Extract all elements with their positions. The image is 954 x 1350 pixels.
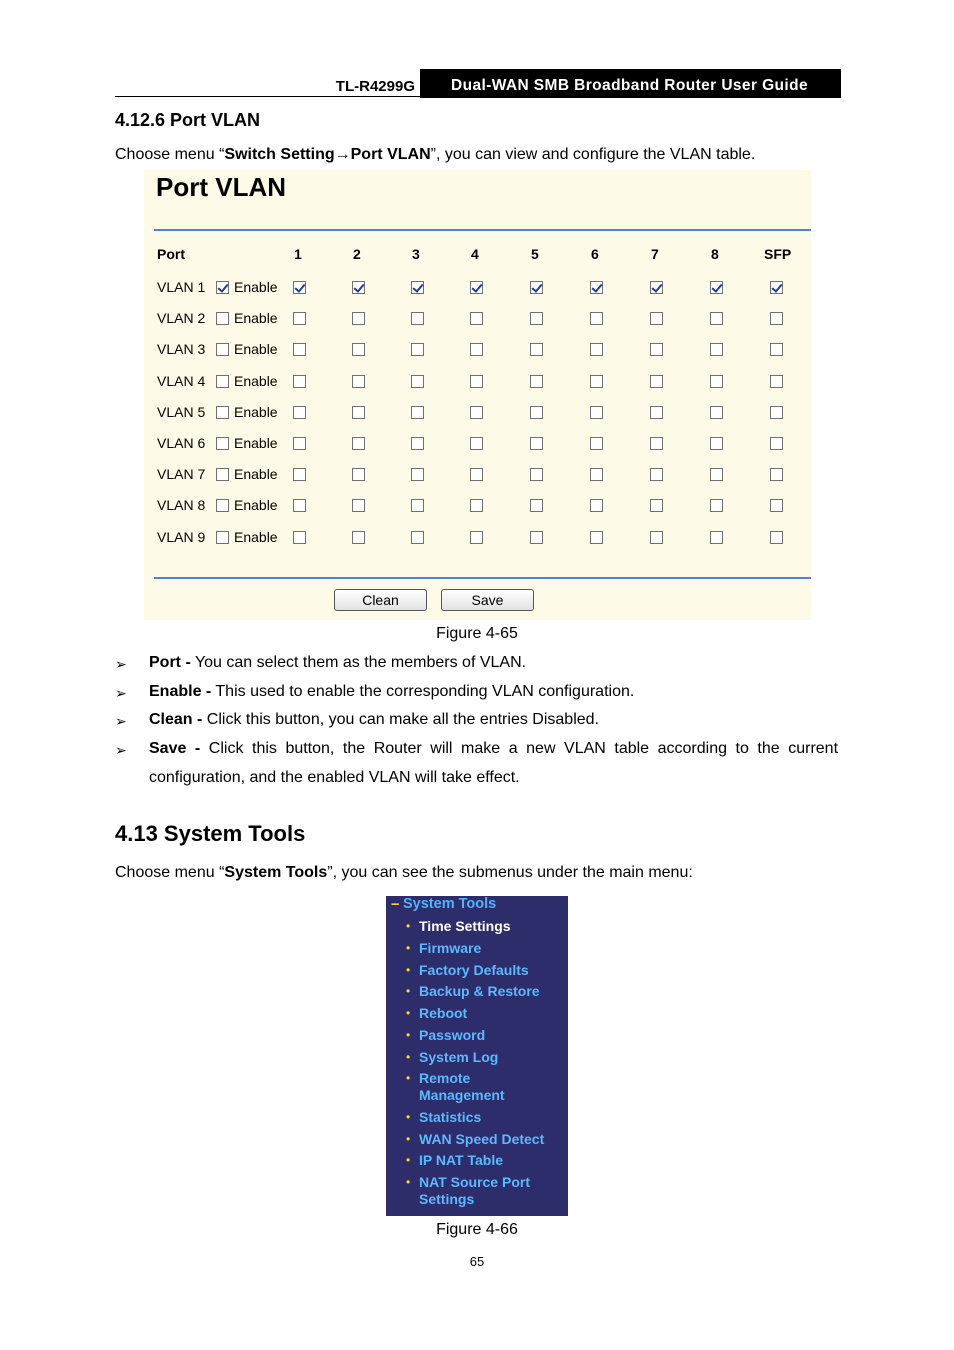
port-member-checkbox[interactable] [470, 312, 483, 325]
page-number: 65 [469, 1254, 485, 1269]
panel-title: Port VLAN [156, 172, 286, 202]
port-column-header: 1 [294, 246, 302, 262]
port-member-checkbox[interactable] [650, 499, 663, 512]
arrow-bullet-icon: ➢ [115, 742, 127, 758]
port-member-checkbox[interactable] [710, 343, 723, 356]
bullet-text-continued: configuration, and the enabled VLAN will take effect. [149, 769, 520, 786]
port-member-checkbox[interactable] [293, 531, 306, 544]
enable-label: Enable [234, 310, 278, 327]
section-heading-system-tools: 4.13 System Tools [115, 821, 306, 846]
menu-item-label: Password [419, 1027, 486, 1043]
port-member-checkbox[interactable] [411, 468, 424, 481]
port-column-header: 2 [353, 246, 361, 262]
menu-item[interactable] [419, 1005, 564, 1022]
port-member-checkbox[interactable] [530, 406, 543, 419]
port-member-checkbox[interactable] [650, 312, 663, 325]
port-member-checkbox[interactable] [590, 468, 603, 481]
port-member-checkbox[interactable] [530, 281, 543, 294]
vlan-enable-checkbox[interactable] [216, 468, 229, 481]
port-member-checkbox[interactable] [710, 531, 723, 544]
header-rule [115, 96, 841, 97]
bullet-text: Click this button, the Router will make a new VLAN table according to the current [200, 740, 839, 757]
vlan-enable-checkbox[interactable] [216, 499, 229, 512]
menu-bullet-icon: • [406, 1006, 411, 1020]
port-member-checkbox[interactable] [530, 375, 543, 388]
port-column-header: 7 [651, 246, 659, 262]
port-member-checkbox[interactable] [352, 406, 365, 419]
bullet-item [149, 654, 526, 672]
collapse-icon[interactable]: − [391, 897, 400, 913]
menu-item-label: System Log [419, 1049, 499, 1065]
vlan-enable-checkbox[interactable] [216, 437, 229, 450]
bullet-item [149, 740, 838, 758]
menu-item[interactable] [419, 962, 564, 979]
port-member-checkbox[interactable] [411, 531, 424, 544]
port-member-checkbox[interactable] [770, 281, 783, 294]
port-member-checkbox[interactable] [530, 468, 543, 481]
menu-item-label-line2: Settings [419, 1191, 475, 1207]
port-member-checkbox[interactable] [470, 343, 483, 356]
port-member-checkbox[interactable] [650, 343, 663, 356]
vlan-row-label: VLAN 4 [157, 372, 206, 389]
vlan-row-label: VLAN 2 [157, 310, 206, 327]
vlan-row-label: VLAN 5 [157, 403, 206, 420]
port-member-checkbox[interactable] [530, 312, 543, 325]
enable-label: Enable [234, 279, 278, 295]
port-member-checkbox[interactable] [470, 468, 483, 481]
bullet-item [149, 683, 634, 701]
bullet-term: Enable - [149, 683, 212, 700]
port-member-checkbox[interactable] [411, 281, 424, 294]
port-member-checkbox[interactable] [411, 312, 424, 325]
port-member-checkbox[interactable] [770, 531, 783, 544]
save-button[interactable]: Save [441, 589, 534, 611]
port-member-checkbox[interactable] [590, 281, 603, 294]
menu-item-label: Remote [419, 1070, 471, 1086]
menu-item-label: Backup & Restore [419, 983, 540, 999]
port-member-checkbox[interactable] [650, 375, 663, 388]
header-model: TL-R4299G [335, 78, 415, 95]
port-member-checkbox[interactable] [530, 437, 543, 450]
arrow-bullet-icon: ➢ [115, 656, 127, 672]
port-member-checkbox[interactable] [530, 343, 543, 356]
vlan-enable-checkbox[interactable] [216, 531, 229, 544]
figure-caption: Figure 4-65 [436, 625, 518, 642]
menu-item[interactable] [419, 918, 564, 935]
menu-item-label: IP NAT Table [419, 1152, 504, 1168]
port-member-checkbox[interactable] [411, 343, 424, 356]
bullet-term: Clean - [149, 711, 203, 728]
port-member-checkbox[interactable] [650, 468, 663, 481]
port-member-checkbox[interactable] [293, 312, 306, 325]
port-column-header: 6 [591, 246, 599, 262]
bullet-text: Click this button, you can make all the entries Disabled. [202, 711, 599, 728]
port-member-checkbox[interactable] [352, 343, 365, 356]
bullet-term: Port - [149, 654, 191, 671]
port-vlan-panel [144, 170, 811, 620]
port-member-checkbox[interactable] [293, 281, 306, 294]
enable-label: Enable [234, 403, 278, 420]
port-member-checkbox[interactable] [411, 406, 424, 419]
panel-bottom-rule [154, 577, 811, 579]
port-member-checkbox[interactable] [590, 499, 603, 512]
menu-item[interactable] [419, 940, 564, 957]
vlan-enable-checkbox[interactable] [216, 343, 229, 356]
port-member-checkbox[interactable] [530, 499, 543, 512]
vlan-row-label: VLAN 6 [157, 435, 206, 451]
arrow-bullet-icon: ➢ [115, 685, 127, 701]
enable-label: Enable [234, 435, 278, 451]
menu-bullet-icon: • [406, 984, 411, 998]
port-member-checkbox[interactable] [293, 437, 306, 450]
port-member-checkbox[interactable] [352, 531, 365, 544]
intro-menu-path: Switch Setting→Port VLAN [224, 146, 431, 163]
menu-item-label: NAT Source Port [419, 1174, 530, 1190]
port-member-checkbox[interactable] [352, 499, 365, 512]
menu-head-system-tools[interactable]: System Tools [403, 896, 497, 912]
port-member-checkbox[interactable] [470, 531, 483, 544]
intro-text: Choose menu “ [115, 146, 225, 163]
clean-button[interactable]: Clean [334, 589, 427, 611]
menu-item[interactable] [419, 1027, 564, 1044]
menu-item[interactable] [419, 1152, 564, 1169]
panel-top-rule [154, 229, 811, 231]
intro-text: Choose menu “ [115, 864, 225, 881]
port-member-checkbox[interactable] [770, 499, 783, 512]
menu-item-label: Statistics [419, 1109, 482, 1125]
bullet-text: You can select them as the members of VLAN. [190, 654, 527, 671]
menu-item-label: WAN Speed Detect [419, 1131, 545, 1147]
port-member-checkbox[interactable] [710, 468, 723, 481]
menu-item[interactable] [419, 983, 564, 1000]
bullet-term: Save - [149, 740, 201, 757]
port-column-header: Port [157, 246, 185, 262]
enable-label: Enable [234, 466, 278, 483]
vlan-row-label: VLAN 3 [157, 341, 206, 358]
vlan-enable-checkbox[interactable] [216, 375, 229, 388]
port-member-checkbox[interactable] [650, 281, 663, 294]
port-column-header: 4 [471, 246, 479, 262]
section-heading-port-vlan: 4.12.6 Port VLAN [115, 110, 261, 130]
vlan-row-label: VLAN 7 [157, 466, 206, 483]
port-column-header: 3 [412, 246, 420, 262]
vlan-row-label: VLAN 9 [157, 528, 206, 545]
port-member-checkbox[interactable] [650, 531, 663, 544]
vlan-enable-checkbox[interactable] [216, 312, 229, 325]
vlan-enable-checkbox[interactable] [216, 281, 229, 294]
port-member-checkbox[interactable] [470, 406, 483, 419]
menu-bullet-icon: • [406, 963, 411, 977]
port-member-checkbox[interactable] [710, 499, 723, 512]
port-member-checkbox[interactable] [770, 468, 783, 481]
menu-bullet-icon: • [406, 1175, 411, 1189]
intro-menu-name: System Tools [224, 864, 328, 881]
system-tools-intro [115, 864, 693, 882]
port-member-checkbox[interactable] [710, 437, 723, 450]
port-member-checkbox[interactable] [530, 531, 543, 544]
enable-label: Enable [234, 497, 278, 514]
port-member-checkbox[interactable] [293, 468, 306, 481]
menu-item[interactable] [419, 1174, 564, 1208]
port-member-checkbox[interactable] [352, 281, 365, 294]
menu-bullet-icon: • [406, 1110, 411, 1124]
port-member-checkbox[interactable] [710, 375, 723, 388]
menu-bullet-icon: • [406, 1153, 411, 1167]
port-member-checkbox[interactable] [710, 281, 723, 294]
menu-item[interactable] [419, 1131, 564, 1148]
menu-bullet-icon: • [406, 1132, 411, 1146]
port-column-header: 5 [531, 246, 539, 262]
port-member-checkbox[interactable] [590, 437, 603, 450]
port-member-checkbox[interactable] [411, 499, 424, 512]
port-member-checkbox[interactable] [710, 312, 723, 325]
port-member-checkbox[interactable] [352, 375, 365, 388]
port-member-checkbox[interactable] [470, 281, 483, 294]
menu-bullet-icon: • [406, 1071, 411, 1085]
port-member-checkbox[interactable] [590, 312, 603, 325]
menu-item[interactable] [419, 1070, 564, 1104]
enable-label: Enable [234, 372, 278, 389]
menu-bullet-icon: • [406, 919, 411, 933]
port-column-header: 8 [711, 246, 719, 262]
port-member-checkbox[interactable] [590, 531, 603, 544]
intro-text: ”, you can view and configure the VLAN table. [430, 146, 756, 163]
port-column-header: SFP [764, 246, 792, 262]
intro-text: ”, you can see the submenus under the main menu: [327, 864, 693, 881]
menu-item-label: Factory Defaults [419, 962, 529, 978]
arrow-bullet-icon: ➢ [115, 713, 127, 729]
port-member-checkbox[interactable] [411, 437, 424, 450]
vlan-row-label: VLAN 8 [157, 497, 206, 514]
menu-item-label: Time Settings [419, 918, 511, 934]
port-member-checkbox[interactable] [770, 437, 783, 450]
port-member-checkbox[interactable] [770, 312, 783, 325]
port-member-checkbox[interactable] [470, 437, 483, 450]
bullet-item [149, 711, 599, 729]
port-member-checkbox[interactable] [650, 406, 663, 419]
port-member-checkbox[interactable] [770, 343, 783, 356]
port-member-checkbox[interactable] [411, 375, 424, 388]
menu-item[interactable] [419, 1049, 564, 1066]
vlan-row-label: VLAN 1 [157, 279, 206, 295]
port-member-checkbox[interactable] [293, 343, 306, 356]
menu-item-label-line2: Management [419, 1087, 505, 1103]
port-member-checkbox[interactable] [590, 375, 603, 388]
port-member-checkbox[interactable] [770, 375, 783, 388]
vlan-enable-checkbox[interactable] [216, 406, 229, 419]
port-member-checkbox[interactable] [352, 437, 365, 450]
menu-bullet-icon: • [406, 1050, 411, 1064]
port-member-checkbox[interactable] [352, 468, 365, 481]
port-vlan-intro [115, 146, 755, 164]
figure-caption: Figure 4-66 [436, 1221, 518, 1238]
menu-item[interactable] [419, 1109, 564, 1126]
menu-item-label: Reboot [419, 1005, 468, 1021]
menu-item-label: Firmware [419, 940, 482, 956]
port-member-checkbox[interactable] [470, 499, 483, 512]
port-member-checkbox[interactable] [352, 312, 365, 325]
port-member-checkbox[interactable] [470, 375, 483, 388]
port-member-checkbox[interactable] [770, 406, 783, 419]
menu-bullet-icon: • [406, 1028, 411, 1042]
enable-label: Enable [234, 341, 278, 358]
port-member-checkbox[interactable] [650, 437, 663, 450]
port-member-checkbox[interactable] [293, 375, 306, 388]
port-member-checkbox[interactable] [293, 406, 306, 419]
port-member-checkbox[interactable] [590, 343, 603, 356]
header-guide-title: Dual-WAN SMB Broadband Router User Guide [420, 69, 841, 98]
enable-label: Enable [234, 528, 278, 545]
port-member-checkbox[interactable] [293, 499, 306, 512]
system-tools-menu [386, 896, 568, 1216]
bullet-text: This used to enable the corresponding VLAN configuration. [211, 683, 635, 700]
port-member-checkbox[interactable] [590, 406, 603, 419]
menu-bullet-icon: • [406, 941, 411, 955]
port-member-checkbox[interactable] [710, 406, 723, 419]
